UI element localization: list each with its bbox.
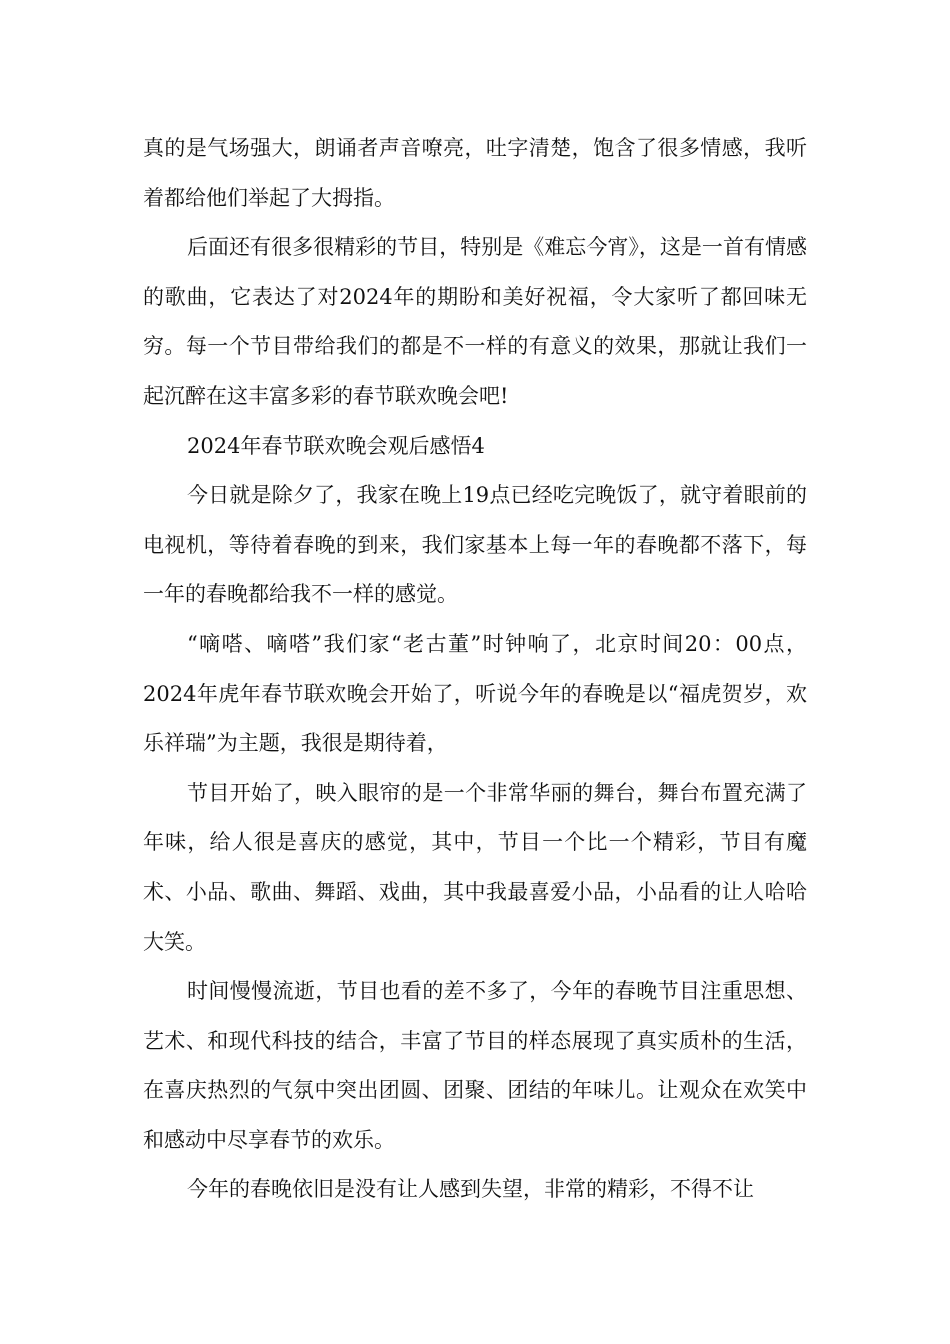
paragraph-7: 今年的春晚依旧是没有让人感到失望，非常的精彩，不得不让 bbox=[187, 1177, 754, 1202]
paragraph-4: “嘀嗒、嘀嗒”我们家“老古董”时钟响了，北京时间20：00点，2024年虎年春节联欢晚会开始了，听说今年的春晚是以“福虎贺岁，欢乐祥瑞”为主题，我很是期待着， bbox=[143, 631, 807, 756]
document-body bbox=[143, 124, 807, 1215]
paragraph-5: 节目开始了，映入眼帘的是一个非常华丽的舞台，舞台布置充满了年味，给人很是喜庆的感觉，其中，节目一个比一个精彩，节目有魔术、小品、歌曲、舞蹈、戏曲，其中我最喜爱小品，小品看的让人哈哈大笑。 bbox=[143, 780, 807, 954]
paragraph-2: 后面还有很多很精彩的节目，特别是《难忘今宵》，这是一首有情感的歌曲，它表达了对2024年的期盼和美好祝福，令大家听了都回味无穷。每一个节目带给我们的都是不一样的有意义的效果，那就让我们一起沉醉在这丰富多彩的春节联欢晚会吧! bbox=[143, 235, 807, 408]
paragraph-3: 今日就是除夕了，我家在晚上19点已经吃完晚饭了，就守着眼前的电视机，等待着春晚的到来，我们家基本上每一年的春晚都不落下，每一年的春晚都给我不一样的感觉。 bbox=[143, 483, 807, 607]
section-heading: 2024年春节联欢晚会观后感悟4 bbox=[187, 433, 485, 458]
paragraph-1: 真的是气场强大，朗诵者声音嘹亮，吐字清楚，饱含了很多情感，我听着都给他们举起了大拇指。 bbox=[143, 136, 807, 210]
paragraph-6: 时间慢慢流逝，节目也看的差不多了，今年的春晚节目注重思想、艺术、和现代科技的结合，丰富了节目的样态展现了真实质朴的生活，在喜庆热烈的气氛中突出团圆、团聚、团结的年味儿。让观众在欢笑中和感动中尽享春节的欢乐。 bbox=[143, 979, 807, 1152]
